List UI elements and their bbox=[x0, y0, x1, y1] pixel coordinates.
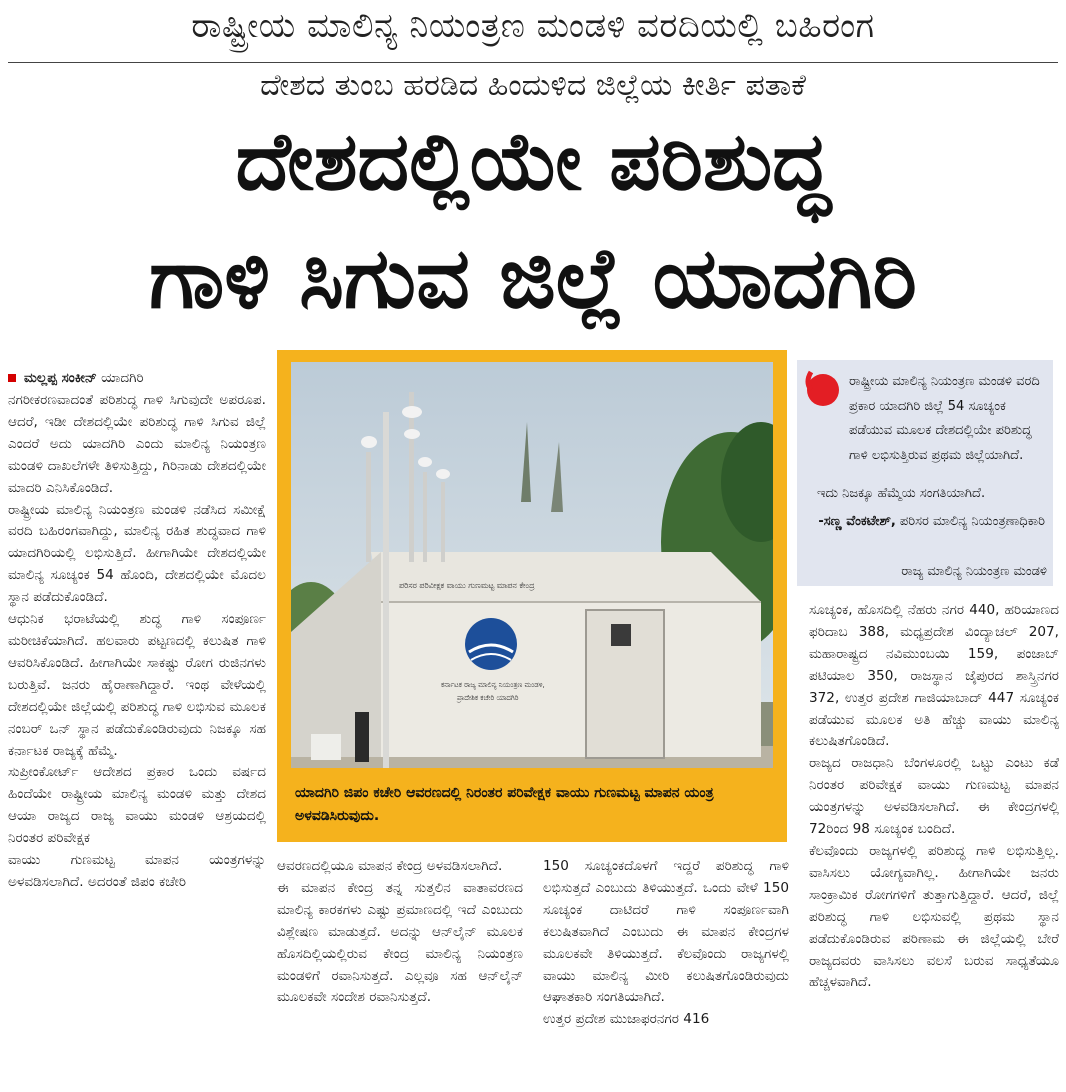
quote-author-name: -ಸಣ್ಣ ವೆಂಕಟೇಶ್, bbox=[818, 514, 896, 529]
paragraph: 150 ಸೂಚ್ಯಂಕದೊಳಗೆ ಇದ್ದರೆ ಪರಿಶುದ್ಧ ಗಾಳಿ ಲಭಿಸುತ್ತದೆ ಎಂಬುದು ತಿಳಿಯುತ್ತದೆ. ಒಂದು ವೇಳೆ 150 ಸೂಚ್ಯಂಕ ದಾಟಿದರೆ ಗಾಳಿ ಸಂಪೂರ್ಣವಾಗಿ ಕಲುಷಿತವಾಗಿದೆ ಎಂಬುದು ಈ ಮಾಪನ ಕೇಂದ್ರಗಳ ಮೂಲಕವೇ ತಿಳಿಯುತ್ತದೆ. ಕೆಲವೊಂದು ರಾಜ್ಯಗಳಲ್ಲಿ ವಾಯು ಮಾಲಿನ್ಯ ಮೀರಿ ಕಲುಷಿತಗೊಂಡಿರುವುದು ಆಘಾತಕಾರಿ ಸಂಗತಿಯಾಗಿದೆ. bbox=[543, 858, 789, 1006]
byline bbox=[8, 368, 266, 388]
photo-caption: ಯಾದಗಿರಿ ಜಿಪಂ ಕಚೇರಿ ಆವರಣದಲ್ಲಿ ನಿರಂತರ ಪರಿವೇಕ್ಷಕ ವಾಯು ಗುಣಮಟ್ಟ ಮಾಪನ ಯಂತ್ರ ಅಳವಡಿಸಿರುವುದು. bbox=[295, 785, 714, 824]
paragraph: ಆಧುನಿಕ ಭರಾಟೆಯಲ್ಲಿ ಶುದ್ಧ ಗಾಳಿ ಸಂಪೂರ್ಣ ಮರೀಚಿಕೆಯಾಗಿದೆ. ಹಲವಾರು ಪಟ್ಟಣದಲ್ಲಿ ಕಲುಷಿತ ಗಾಳಿ ಆವರಿಸಿಕೊಂಡಿದೆ. ಹೀಗಾಗಿಯೇ ಸಾಕಷ್ಟು ರೋಗ ರುಜಿನಗಳು ಬರುತ್ತಿವೆ. ಜನರು ಹೈರಾಣಾಗಿದ್ದಾರೆ. ಇಂಥ ವೇಳೆಯಲ್ಲಿ ದೇಶದಲ್ಲಿಯೇ ಜಿಲ್ಲೆಯಲ್ಲಿ ಪರಿಶುದ್ಧ ಗಾಳಿ ಲಭಿಸುವ ಮೂಲಕ ನಂಬರ್ ಒನ್ ಸ್ಥಾನ ಪಡೆದುಕೊಂಡಿರುವುದು ನಿಜಕ್ಕೂ ಸಹ ಕರ್ನಾಟಕ ರಾಜ್ಯಕ್ಕೆ ಹೆಮ್ಮೆ. bbox=[8, 611, 266, 759]
paragraph: ಆವರಣದಲ್ಲಿಯೂ ಮಾಪನ ಕೇಂದ್ರ ಅಳವಡಿಸಲಾಗಿದೆ. bbox=[277, 858, 503, 874]
article-column-1 bbox=[8, 368, 266, 894]
headline-line-1: ದೇಶದಲ್ಲಿಯೇ ಪರಿಶುದ್ಧ bbox=[235, 115, 831, 208]
photo-caption-box bbox=[277, 350, 787, 842]
building-sign: ಪರಿಸರ ಪರಿವೀಕ್ಷಕ ವಾಯು ಗುಣಮಟ್ಟ ಮಾಪನ ಕೇಂದ್ರ bbox=[399, 581, 535, 590]
quote-mark-icon bbox=[801, 366, 843, 408]
headline-line-2: ಗಾಳಿ ಸಿಗುವ ಜಿಲ್ಲೆ ಯಾದಗಿರಿ bbox=[149, 229, 917, 327]
byline-bullet-icon bbox=[8, 374, 16, 382]
building-sign-3: ಪ್ರಾದೇಶಿಕ ಕಚೇರಿ ಯಾದಗಿರಿ bbox=[457, 694, 519, 702]
kicker-divider bbox=[8, 62, 1058, 63]
paragraph: ಕೆಲವೊಂದು ರಾಜ್ಯಗಳಲ್ಲಿ ಪರಿಶುದ್ಧ ಗಾಳಿ ಲಭಿಸುತ್ತಿಲ್ಲ. ವಾಸಿಸಲು ಯೋಗ್ಯವಾಗಿಲ್ಲ. ಹೀಗಾಗಿಯೇ ಜನರು ಸಾಂಕ್ರಾಮಿಕ ರೋಗಗಳಿಗೆ ತುತ್ತಾಗುತ್ತಿದ್ದಾರೆ. ಆದರೆ, ಜಿಲ್ಲೆ ಪರಿಶುದ್ಧ ಗಾಳಿ ಲಭಿಸುವಲ್ಲಿ ಪ್ರಥಮ ಸ್ಥಾನ ಪಡೆದುಕೊಂಡಿರುವ ಪರಿಣಾಮ ಈ ಜಿಲ್ಲೆಯಲ್ಲಿ ಬೇರೆ ರಾಜ್ಯದವರು ವಾಸಿಸಲು ವಲಸೆ ಬರುವ ಸಾಧ್ಯತೆಯೂ ಹೆಚ್ಚಳವಾಗಿದೆ. bbox=[809, 842, 1059, 991]
paragraph: ಈ ಮಾಪನ ಕೇಂದ್ರ ತನ್ನ ಸುತ್ತಲಿನ ವಾತಾವರಣದ ಮಾಲಿನ್ಯ ಕಾರಕಗಳು ಎಷ್ಟು ಪ್ರಮಾಣದಲ್ಲಿ ಇದೆ ಎಂಬುದು ವಿಶ್ಲೇಷಣ ಮಾಡುತ್ತದೆ. ಅದನ್ನು ಆನ್‌ಲೈನ್ ಮೂಲಕ ಹೊಸದಿಲ್ಲಿಯಲ್ಲಿರುವ ಕೇಂದ್ರ ಮಾಲಿನ್ಯ ನಿಯಂತ್ರಣ ಮಂಡಳಿಗೆ ರವಾನಿಸುತ್ತದೆ. ಎಲ್ಲವೂ ಸಹ ಆನ್‌ಲೈನ್ ಮೂಲಕವೇ ಸಂದೇಶ ರವಾನಿಸುತ್ತದೆ. bbox=[277, 879, 523, 1006]
byline-place: ಯಾದಗಿರಿ bbox=[101, 370, 144, 386]
article-column-2 bbox=[277, 856, 523, 1009]
air-quality-station-photo bbox=[291, 362, 773, 768]
paragraph: ನಗರೀಕರಣವಾದಂತೆ ಪರಿಶುದ್ಧ ಗಾಳಿ ಸಿಗುವುದೇ ಅಪರೂಪ. ಆದರೆ, ಇಡೀ ದೇಶದಲ್ಲಿಯೇ ಪರಿಶುದ್ಧ ಗಾಳಿ ಸಿಗುವ ಜಿಲ್ಲೆ ಎಂದರೆ ಅದು ಯಾದಗಿರಿ ಎಂದು ಮಾಲಿನ್ಯ ನಿಯಂತ್ರಣ ಮಂಡಳಿ ದಾಖಲೆಗಳೇ ತಿಳಿಸುತ್ತಿದ್ದು, ಗಿರಿನಾಡು ದೇಶದಲ್ಲಿಯೇ ಮಾದರಿ ಎನಿಸಿಕೊಂಡಿದೆ. bbox=[8, 392, 266, 496]
quote-author-role: ಪರಿಸರ ಮಾಲಿನ್ಯ ನಿಯಂತ್ರಣಾಧಿಕಾರಿ bbox=[899, 514, 1045, 529]
quote-author bbox=[815, 510, 1045, 535]
paragraph: ವಾಯು ಗುಣಮಟ್ಟ ಮಾಪನ ಯಂತ್ರಗಳನ್ನು ಅಳವಡಿಸಲಾಗಿದೆ. ಅದರಂತೆ ಜಿಪಂ ಕಚೇರಿ bbox=[8, 852, 266, 890]
paragraph: ಸೂಚ್ಯಂಕ, ಹೊಸದಿಲ್ಲಿ ನೆಹರು ನಗರ 440, ಹರಿಯಾಣದ ಫರಿದಾಬ 388, ಮಧ್ಯಪ್ರದೇಶ ವಿಂದ್ಯಾಚಲ್ 207, ಮಹಾರಾಷ್ಟ್ರದ ನವಿಮುಂಬಯಿ 159, ಪಂಜಾಬ್ ಪಟಿಯಾಲ 350, ರಾಜಸ್ಥಾನ ಜೈಪುರದ ಶಾಸ್ತ್ರಿನಗರ 372, ಉತ್ತರ ಪ್ರದೇಶ ಗಾಜಿಯಾಬಾದ್ 447 ಸೂಚ್ಯಂಕ ಪಡೆಯುವ ಮೂಲಕ ಅತಿ ಹೆಚ್ಚು ವಾಯು ಮಾಲಿನ್ಯ ಕಲುಷಿತಗೊಂಡಿದೆ. bbox=[809, 602, 1059, 750]
kicker-sub: ದೇಶದ ತುಂಬ ಹರಡಿದ ಹಿಂದುಳಿದ ಜಿಲ್ಲೆಯ ಕೀರ್ತಿ ಪತಾಕೆ bbox=[260, 68, 806, 103]
paragraph: ರಾಷ್ಟ್ರೀಯ ಮಾಲಿನ್ಯ ನಿಯಂತ್ರಣ ಮಂಡಳಿ ನಡೆಸಿದ ಸಮೀಕ್ಷೆ ವರದಿ ಬಹಿರಂಗವಾಗಿದ್ದು, ಮಾಲಿನ್ಯ ರಹಿತ ಶುದ್ಧವಾದ ಗಾಳಿ ಯಾದಗಿರಿಯಲ್ಲಿ ಲಭಿಸುತ್ತಿದೆ. ಹೀಗಾಗಿಯೇ ದೇಶದಲ್ಲಿಯೇ ಮಾಲಿನ್ಯ ಸೂಚ್ಯಂಕ 54 ಹೊಂದಿ, ದೇಶದಲ್ಲಿಯೇ ಮೊದಲ ಸ್ಥಾನ ಪಡೆದುಕೊಂಡಿದೆ. bbox=[8, 501, 266, 606]
quote-author-org: ರಾಜ್ಯ ಮಾಲಿನ್ಯ ನಿಯಂತ್ರಣ ಮಂಡಳಿ bbox=[901, 564, 1047, 579]
quote-box bbox=[797, 360, 1053, 586]
quote-text: ರಾಷ್ಟ್ರೀಯ ಮಾಲಿನ್ಯ ನಿಯಂತ್ರಣ ಮಂಡಳಿ ವರದಿ ಪ್ರಕಾರ ಯಾದಗಿರಿ ಜಿಲ್ಲೆ 54 ಸೂಚ್ಯಂಕ ಪಡೆಯುವ ಮೂಲಕ ದೇಶದಲ್ಲಿಯೇ ಪರಿಶುದ್ಧ ಗಾಳಿ ಲಭಿಸುತ್ತಿರುವ ಪ್ರಥಮ ಜಿಲ್ಲೆಯಾಗಿದೆ. bbox=[849, 374, 1040, 463]
paragraph: ರಾಜ್ಯದ ರಾಜಧಾನಿ ಬೆಂಗಳೂರಲ್ಲಿ ಒಟ್ಟು ಎಂಟು ಕಡೆ ನಿರಂತರ ಪರಿವೇಕ್ಷಕ ವಾಯು ಗುಣಮಟ್ಟ ಮಾಪನ ಯಂತ್ರಗಳನ್ನು ಅಳವಡಿಸಲಾಗಿದೆ. ಈ ಕೇಂದ್ರಗಳಲ್ಲಿ 72ರಿಂದ 98 ಸೂಚ್ಯಂಕ ಬಂದಿದೆ. bbox=[809, 755, 1059, 838]
byline-author: ಮಲ್ಲಪ್ಪ ಸಂಕೀನ್ bbox=[24, 370, 97, 386]
paragraph: ಉತ್ತರ ಪ್ರದೇಶ ಮುಜಾಫರನಗರ 416 bbox=[543, 1011, 710, 1028]
quote-text-2: ಇದು ನಿಜಕ್ಕೂ ಹೆಮ್ಮೆಯ ಸಂಗತಿಯಾಗಿದೆ. bbox=[817, 486, 986, 501]
article-column-4 bbox=[809, 600, 1059, 994]
building-sign-2: ಕರ್ನಾಟಕ ರಾಜ್ಯ ಮಾಲಿನ್ಯ ನಿಯಂತ್ರಣ ಮಂಡಳಿ, bbox=[441, 681, 545, 689]
paragraph: ಸುಪ್ರೀಂಕೋರ್ಟ್ ಆದೇಶದ ಪ್ರಕಾರ ಒಂದು ವರ್ಷದ ಹಿಂದೆಯೇ ರಾಷ್ಟ್ರೀಯ ಮಾಲಿನ್ಯ ಮಂಡಳಿ ಮತ್ತು ದೇಶದ ಆಯಾ ರಾಜ್ಯದ ರಾಜ್ಯ ವಾಯು ಮಂಡಳಿ ಆಶ್ರಯದಲ್ಲಿ ನಿರಂತರ ಪರಿವೇಕ್ಷಕ bbox=[8, 764, 266, 847]
article-column-3 bbox=[543, 856, 789, 1031]
kicker-top: ರಾಷ್ಟ್ರೀಯ ಮಾಲಿನ್ಯ ನಿಯಂತ್ರಣ ಮಂಡಳಿ ವರದಿಯಲ್ಲಿ ಬಹಿರಂಗ bbox=[191, 6, 875, 46]
